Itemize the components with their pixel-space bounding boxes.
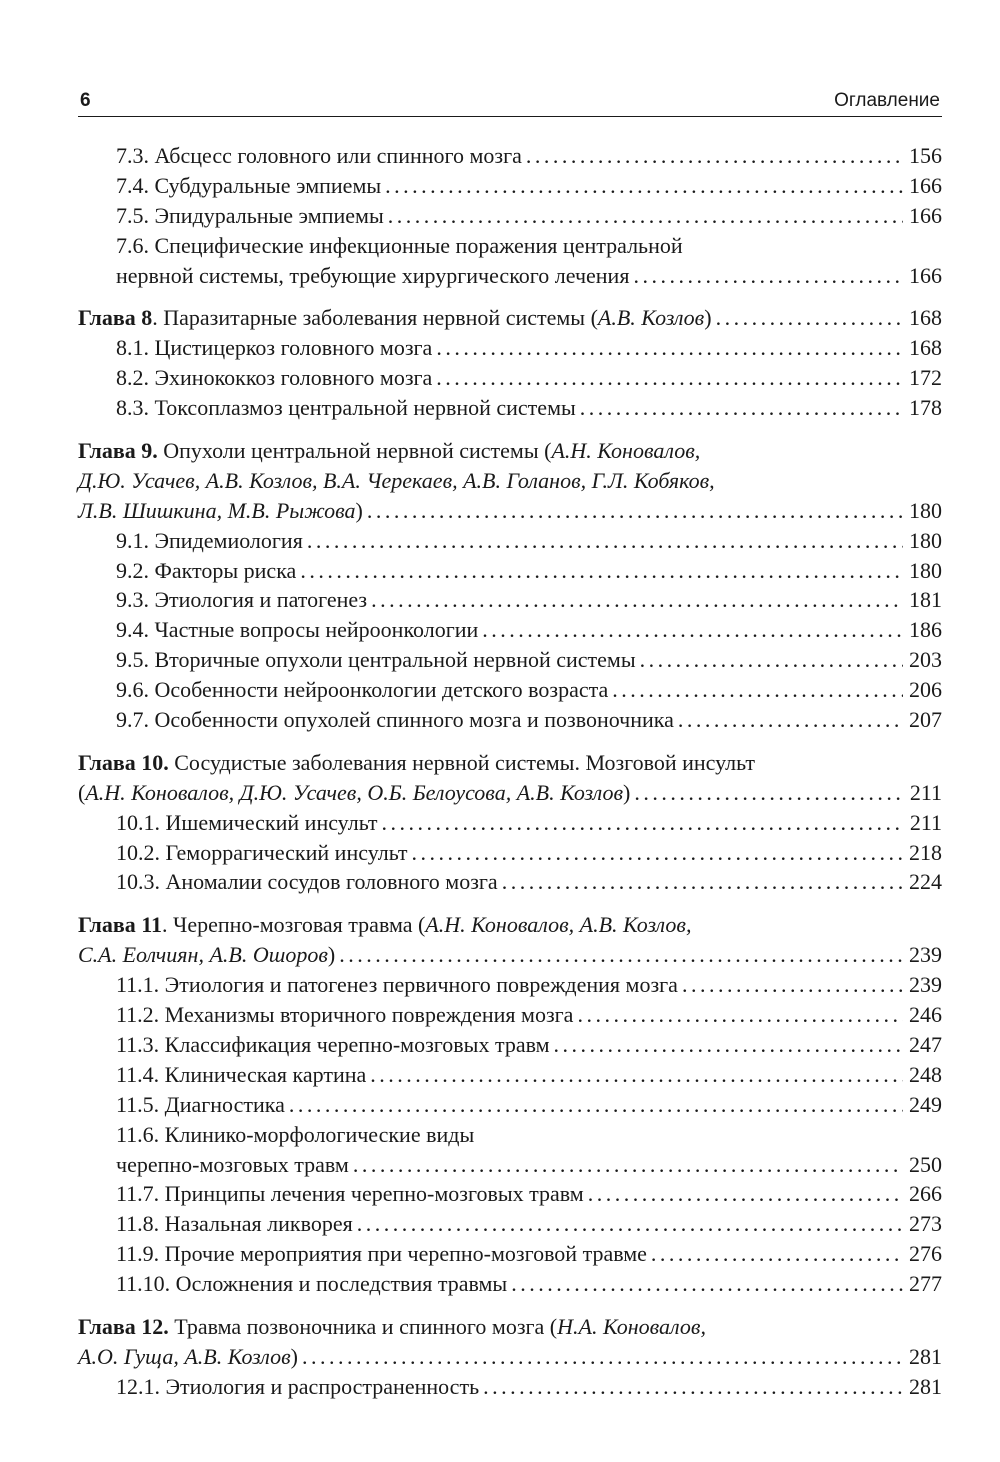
running-header xyxy=(78,88,942,117)
toc-entry[interactable]: 11.7. Принципы лечения черепно-мозговых травм . . . 266 xyxy=(78,1179,942,1209)
toc-entry[interactable]: 9.1. Эпидемиология . . . 180 xyxy=(78,526,942,556)
chapter-10-authors[interactable]: (А.Н. Коновалов, Д.Ю. Усачев, О.Б. Белоусова, А.В. Козлов) . . . 211 xyxy=(78,778,942,808)
toc-entry[interactable]: 11.4. Клиническая картина . . . 248 xyxy=(78,1060,942,1090)
toc-entry[interactable]: 11.5. Диагностика . . . 249 xyxy=(78,1090,942,1120)
toc-entry[interactable]: 8.2. Эхинококкоз головного мозга . . . 172 xyxy=(78,363,942,393)
toc-entry[interactable]: 7.4. Субдуральные эмпиемы . . . 166 xyxy=(78,171,942,201)
toc-entry[interactable]: 7.3. Абсцесс головного или спинного мозга . . . 156 xyxy=(78,141,942,171)
toc-entry[interactable]: 12.1. Этиология и распространенность . . . 281 xyxy=(78,1372,942,1402)
table-of-contents xyxy=(78,141,942,1402)
chapter-10-heading[interactable]: Глава 10. Сосудистые заболевания нервной системы. Мозговой инсульт xyxy=(78,749,755,775)
toc-entry[interactable]: 8.1. Цистицеркоз головного мозга . . . 168 xyxy=(78,333,942,363)
toc-entry-line1[interactable]: 11.6. Клинико-морфологические виды xyxy=(116,1121,475,1147)
toc-entry[interactable]: 10.2. Геморрагический инсульт . . . 218 xyxy=(78,838,942,868)
toc-entry[interactable]: 11.8. Назальная ликворея . . . 273 xyxy=(78,1209,942,1239)
toc-entry[interactable]: 9.6. Особенности нейроонкологии детского возраста . . . 206 xyxy=(78,675,942,705)
chapter-12-authors[interactable]: А.О. Гуща, А.В. Козлов) . . . 281 xyxy=(78,1342,942,1372)
toc-entry[interactable]: 11.9. Прочие мероприятия при черепно-мозговой травме . . . 276 xyxy=(78,1239,942,1269)
toc-entry[interactable]: 7.5. Эпидуральные эмпиемы . . . 166 xyxy=(78,201,942,231)
toc-entry[interactable]: 11.10. Осложнения и последствия травмы . . . 277 xyxy=(78,1269,942,1299)
toc-entry[interactable]: 9.7. Особенности опухолей спинного мозга и позвоночника . . . 207 xyxy=(78,705,942,735)
toc-entry-line2[interactable]: черепно-мозговых травм . . . 250 xyxy=(78,1150,942,1180)
chapter-9-heading[interactable]: Глава 9. Опухоли центральной нервной системы (А.Н. Коновалов, xyxy=(78,438,701,464)
toc-entry[interactable]: 9.3. Этиология и патогенез . . . 181 xyxy=(78,585,942,615)
toc-entry[interactable]: 9.2. Факторы риска . . . 180 xyxy=(78,556,942,586)
toc-entry-line2[interactable]: нервной системы, требующие хирургического лечения . . . 166 xyxy=(78,261,942,291)
toc-entry-line1[interactable]: 7.6. Специфические инфекционные поражения центральной xyxy=(116,232,683,258)
toc-entry[interactable]: 9.4. Частные вопросы нейроонкологии . . . 186 xyxy=(78,615,942,645)
chapter-11-authors[interactable]: С.А. Еолчиян, А.В. Ошоров) . . . 239 xyxy=(78,940,942,970)
toc-entry[interactable]: 8.3. Токсоплазмоз центральной нервной системы . . . 178 xyxy=(78,393,942,423)
document-page xyxy=(78,88,942,1402)
chapter-8-heading[interactable]: Глава 8. Паразитарные заболевания нервной системы (А.В. Козлов) . . . 168 xyxy=(78,303,942,333)
toc-entry[interactable]: 11.1. Этиология и патогенез первичного повреждения мозга . . . 239 xyxy=(78,970,942,1000)
toc-entry[interactable]: 11.3. Классификация черепно-мозговых травм . . . 247 xyxy=(78,1030,942,1060)
page-number: 6 xyxy=(80,90,91,111)
chapter-9-authors-end[interactable]: Л.В. Шишкина, М.В. Рыжова) . . . 180 xyxy=(78,496,942,526)
toc-entry[interactable]: 11.2. Механизмы вторичного повреждения мозга . . . 246 xyxy=(78,1000,942,1030)
toc-entry[interactable]: 10.1. Ишемический инсульт . . . 211 xyxy=(78,808,942,838)
toc-entry[interactable]: 9.5. Вторичные опухоли центральной нервной системы . . . 203 xyxy=(78,645,942,675)
chapter-12-heading[interactable]: Глава 12. Травма позвоночника и спинного мозга (Н.А. Коновалов, xyxy=(78,1313,706,1339)
running-title: Оглавление xyxy=(834,90,940,111)
chapter-9-authors: Д.Ю. Усачев, А.В. Козлов, В.А. Черекаев, А.В. Голанов, Г.Л. Кобяков, xyxy=(78,467,715,493)
toc-entry[interactable]: 10.3. Аномалии сосудов головного мозга . . . 224 xyxy=(78,867,942,897)
chapter-11-heading[interactable]: Глава 11. Черепно-мозговая травма (А.Н. Коновалов, А.В. Козлов, xyxy=(78,912,692,938)
